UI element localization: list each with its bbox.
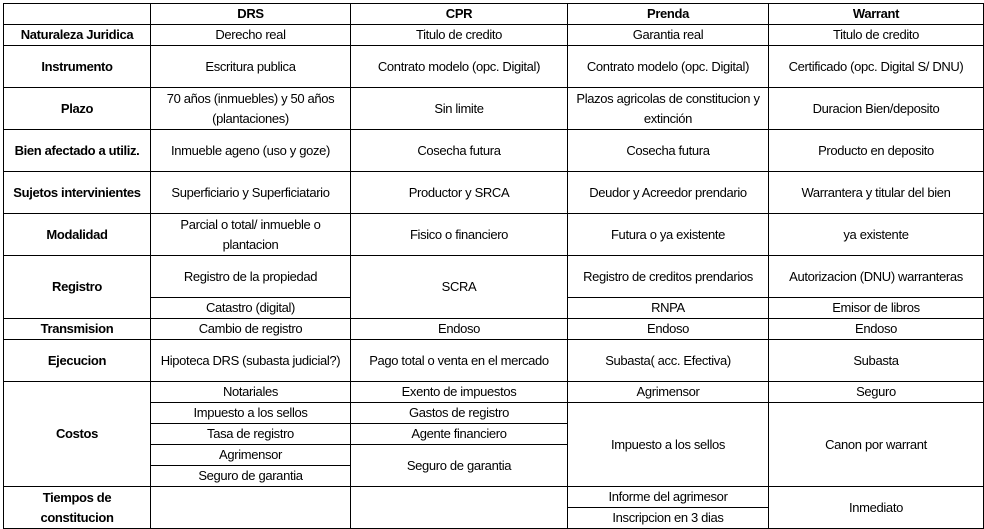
cell-warrant: Titulo de credito — [769, 25, 984, 46]
header-prenda: Prenda — [568, 4, 769, 25]
cell-warrant: Inmediato — [769, 487, 984, 529]
row-label: Modalidad — [4, 214, 151, 256]
row-label: Ejecucion — [4, 340, 151, 382]
cell-warrant: Autorizacion (DNU) warranteras — [769, 256, 984, 298]
header-warrant: Warrant — [769, 4, 984, 25]
cell-drs: Registro de la propiedad — [151, 256, 351, 298]
cell-drs: Hipoteca DRS (subasta judicial?) — [151, 340, 351, 382]
cell-prenda: Deudor y Acreedor prendario — [568, 172, 769, 214]
cell-prenda: Endoso — [568, 319, 769, 340]
row-label: Naturaleza Juridica — [4, 25, 151, 46]
cell-cpr: Seguro de garantia — [351, 445, 568, 487]
cell-warrant: Duracion Bien/deposito — [769, 88, 984, 130]
cell-cpr: Gastos de registro — [351, 403, 568, 424]
row-instrumento — [4, 46, 984, 88]
cell-cpr: Fisico o financiero — [351, 214, 568, 256]
cell-drs: Agrimensor — [151, 445, 351, 466]
cell-cpr: Agente financiero — [351, 424, 568, 445]
cell-prenda: Futura o ya existente — [568, 214, 769, 256]
row-registro — [4, 256, 984, 298]
cell-prenda: RNPA — [568, 298, 769, 319]
row-modalidad — [4, 214, 984, 256]
header-cpr: CPR — [351, 4, 568, 25]
cell-cpr-empty — [351, 487, 568, 529]
cell-warrant: Endoso — [769, 319, 984, 340]
row-costos — [4, 382, 984, 403]
row-label: Bien afectado a utiliz. — [4, 130, 151, 172]
cell-drs: Seguro de garantia — [151, 466, 351, 487]
cell-warrant: ya existente — [769, 214, 984, 256]
cell-drs: Derecho real — [151, 25, 351, 46]
cell-cpr: Contrato modelo (opc. Digital) — [351, 46, 568, 88]
row-label: Sujetos intervinientes — [4, 172, 151, 214]
row-ejecucion — [4, 340, 984, 382]
cell-drs: Parcial o total/ inmueble o plantacion — [151, 214, 351, 256]
cell-drs: Tasa de registro — [151, 424, 351, 445]
cell-prenda: Plazos agricolas de constitucion y extinción — [568, 88, 769, 130]
row-label: Tiempos de constitucion — [4, 487, 151, 529]
cell-drs: Inmueble ageno (uso y goze) — [151, 130, 351, 172]
cell-warrant: Producto en deposito — [769, 130, 984, 172]
row-label: Instrumento — [4, 46, 151, 88]
cell-cpr: Sin limite — [351, 88, 568, 130]
cell-cpr: Endoso — [351, 319, 568, 340]
cell-warrant: Subasta — [769, 340, 984, 382]
row-label: Transmision — [4, 319, 151, 340]
row-bien — [4, 130, 984, 172]
row-naturaleza — [4, 25, 984, 46]
cell-drs-empty — [151, 487, 351, 529]
row-label: Registro — [4, 256, 151, 319]
cell-warrant: Certificado (opc. Digital S/ DNU) — [769, 46, 984, 88]
cell-cpr: Titulo de credito — [351, 25, 568, 46]
cell-prenda: Inscripcion en 3 dias — [568, 508, 769, 529]
row-label: Plazo — [4, 88, 151, 130]
header-empty — [4, 4, 151, 25]
cell-drs: Notariales — [151, 382, 351, 403]
cell-drs: Superficiario y Superficiatario — [151, 172, 351, 214]
cell-prenda: Registro de creditos prendarios — [568, 256, 769, 298]
row-plazo — [4, 88, 984, 130]
header-drs: DRS — [151, 4, 351, 25]
header-row — [4, 4, 984, 25]
row-label: Costos — [4, 382, 151, 487]
cell-prenda: Subasta( acc. Efectiva) — [568, 340, 769, 382]
cell-warrant: Emisor de libros — [769, 298, 984, 319]
cell-drs: Impuesto a los sellos — [151, 403, 351, 424]
cell-cpr: Exento de impuestos — [351, 382, 568, 403]
cell-prenda: Contrato modelo (opc. Digital) — [568, 46, 769, 88]
cell-warrant: Canon por warrant — [769, 403, 984, 487]
cell-drs: Cambio de registro — [151, 319, 351, 340]
cell-drs: Catastro (digital) — [151, 298, 351, 319]
cell-drs: Escritura publica — [151, 46, 351, 88]
cell-warrant: Seguro — [769, 382, 984, 403]
cell-cpr: Cosecha futura — [351, 130, 568, 172]
cell-drs: 70 años (inmuebles) y 50 años (plantaciones) — [151, 88, 351, 130]
row-costos-sub — [4, 403, 984, 424]
cell-prenda: Garantia real — [568, 25, 769, 46]
cell-prenda: Cosecha futura — [568, 130, 769, 172]
row-tiempos — [4, 487, 984, 508]
comparison-table — [3, 3, 984, 529]
cell-prenda: Impuesto a los sellos — [568, 403, 769, 487]
cell-prenda: Agrimensor — [568, 382, 769, 403]
row-transmision — [4, 319, 984, 340]
cell-prenda: Informe del agrimesor — [568, 487, 769, 508]
cell-cpr: SCRA — [351, 256, 568, 319]
cell-cpr: Productor y SRCA — [351, 172, 568, 214]
cell-cpr: Pago total o venta en el mercado — [351, 340, 568, 382]
row-sujetos — [4, 172, 984, 214]
cell-warrant: Warrantera y titular del bien — [769, 172, 984, 214]
